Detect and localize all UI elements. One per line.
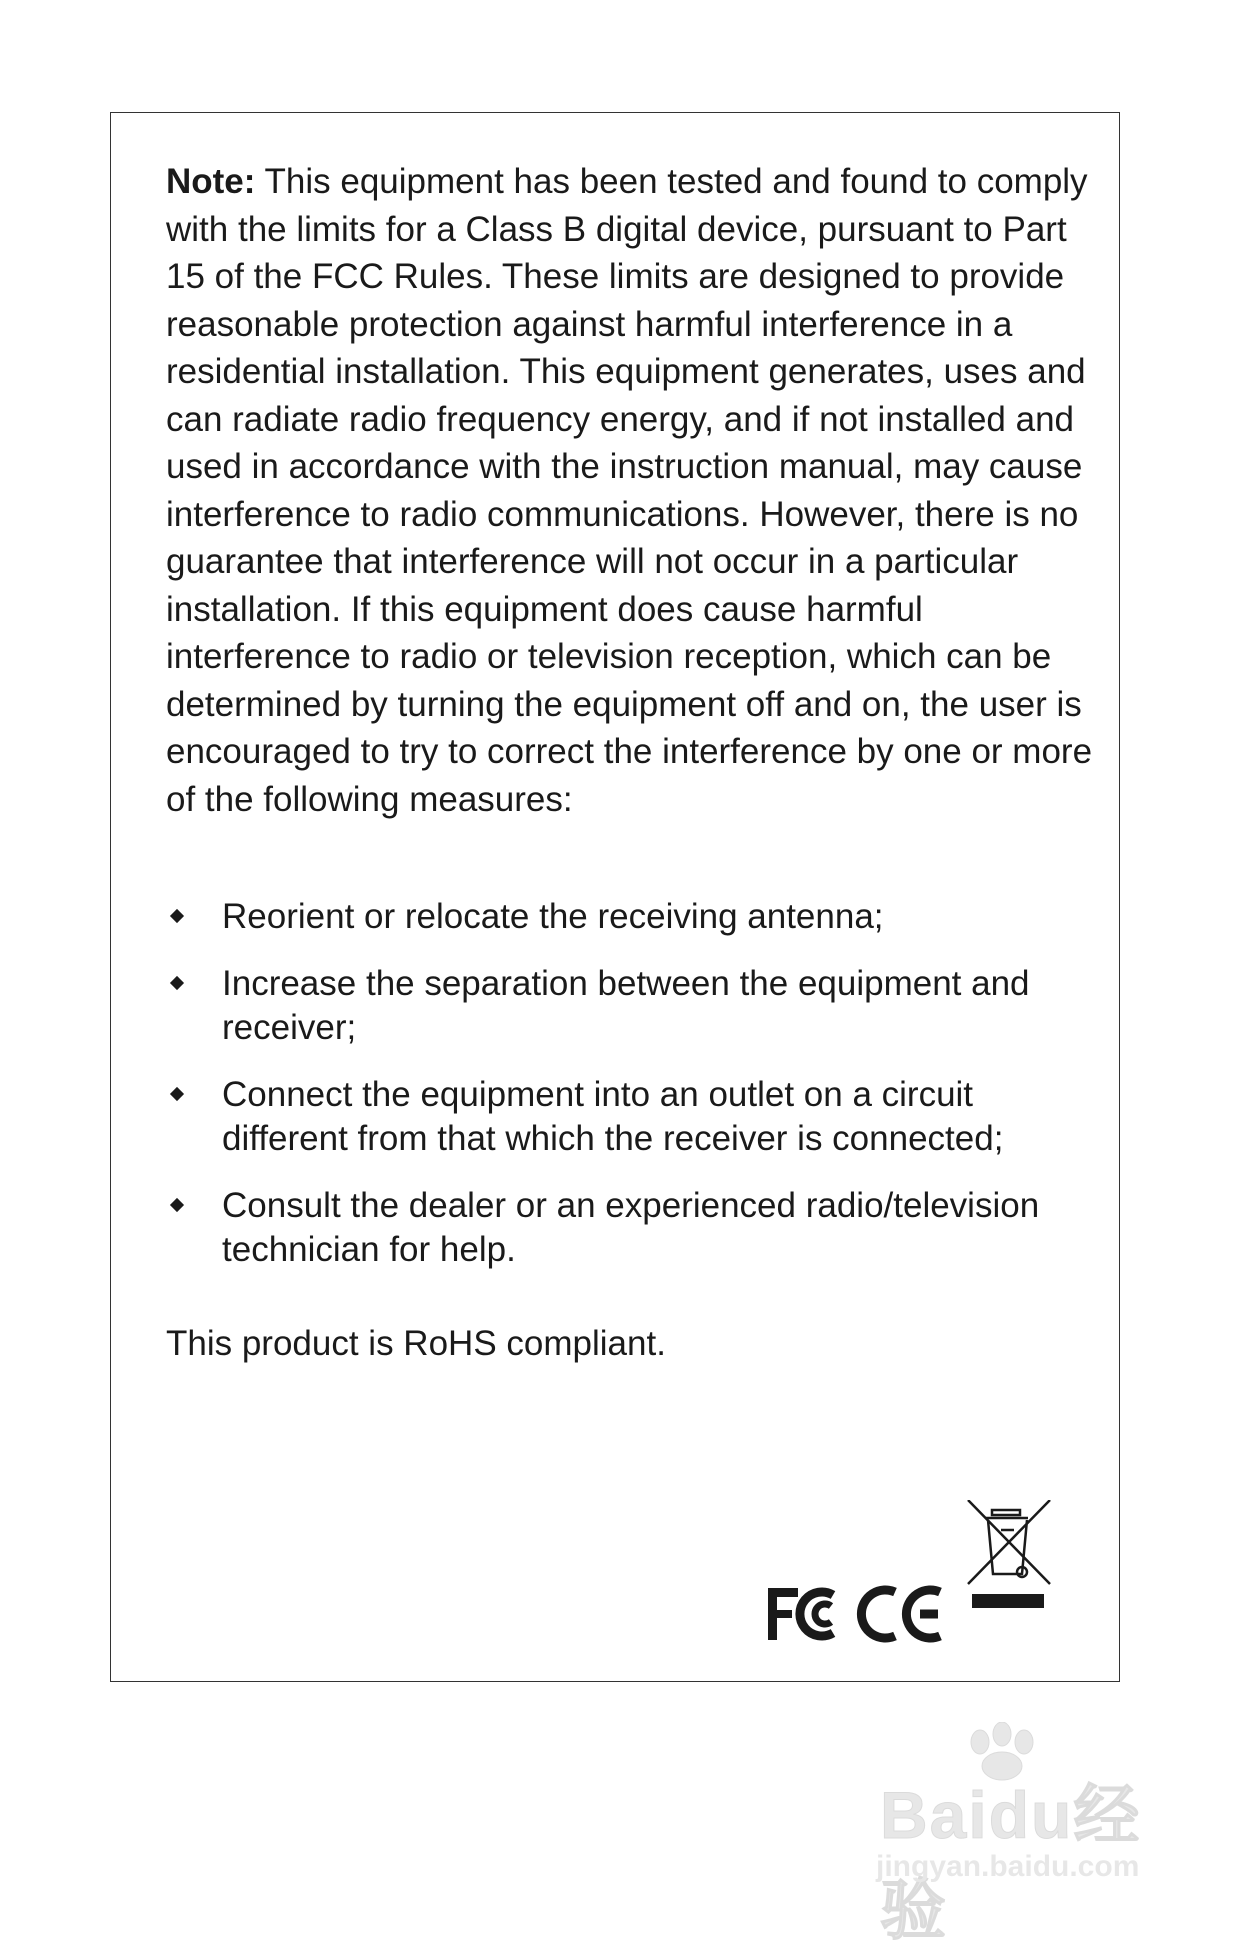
compliance-marks	[760, 1500, 1080, 1665]
crossed-out-wheeled-bin-icon	[968, 1500, 1050, 1608]
fcc-note-paragraph	[166, 158, 1096, 823]
note-text: This equipment has been tested and found to comply with the limits for a Class B digital device, pursuant to Part 15 of the FCC Rules. These limits are designed to provide reasonable protection against harmful interference in a residential installation. This equipment generates, uses and can radiate radio frequency energy, and if not installed and used in accordance with the instruction manual, may cause interference to radio communications. However, there is no guarantee that interference will not occur in a particular installation. If this equipment does cause harmful interference to radio or television reception, which can be determined by turning the equipment off and on, the user is encouraged to try to correct the interference by one or more of the following measures:	[166, 162, 1093, 819]
measures-list	[166, 895, 1096, 1295]
watermark-url: jingyan.baidu.com	[876, 1850, 1140, 1883]
list-item	[166, 962, 1096, 1050]
diamond-bullet-icon	[170, 1087, 184, 1101]
note-label: Note:	[166, 162, 256, 201]
diamond-bullet-icon	[170, 1198, 184, 1212]
measure-text: Increase the separation between the equipment and receiver;	[222, 964, 1030, 1047]
measure-text: Connect the equipment into an outlet on a circuit different from that which the receiver is connected;	[222, 1075, 1004, 1158]
ce-logo-icon	[861, 1590, 940, 1638]
watermark-brand: Baidu经验	[880, 1778, 1142, 1947]
list-item	[166, 1184, 1096, 1272]
list-item	[166, 1073, 1096, 1161]
list-item	[166, 895, 1096, 939]
diamond-bullet-icon	[170, 976, 184, 990]
rohs-statement: This product is RoHS compliant.	[166, 1324, 666, 1363]
compliance-logos	[760, 1500, 1080, 1660]
measure-text: Reorient or relocate the receiving antenna;	[222, 897, 884, 936]
diamond-bullet-icon	[170, 909, 184, 923]
measure-text: Consult the dealer or an experienced radio/television technician for help.	[222, 1186, 1040, 1269]
fcc-logo-icon	[768, 1588, 833, 1640]
baidu-watermark	[870, 1722, 1170, 1947]
